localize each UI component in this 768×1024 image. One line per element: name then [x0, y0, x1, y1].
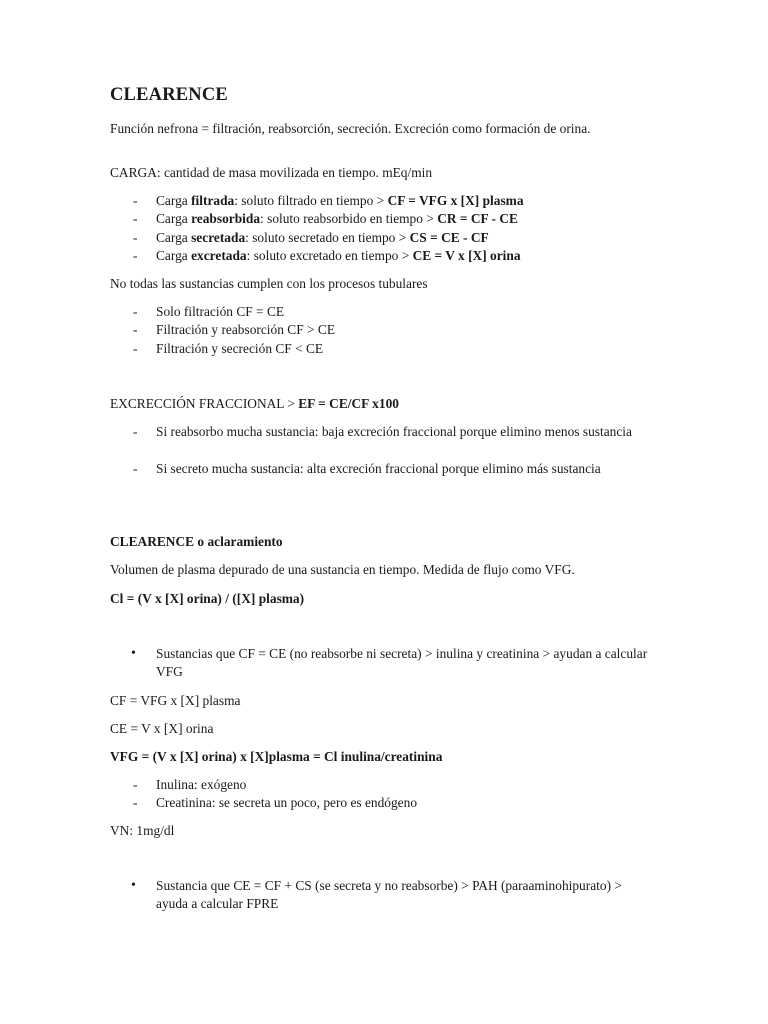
bullet-pah: Sustancia que CE = CF + CS (se secreta y no reabsorbe) > PAH (paraaminohipurato) > ayuda a calcular FPRE — [156, 878, 622, 911]
item-keyword: excretada — [191, 248, 247, 263]
item-prefix: Carga — [156, 211, 192, 226]
item-prefix: Carga — [156, 230, 192, 245]
item-text: : soluto excretado en tiempo > — [246, 248, 413, 263]
item-formula: CR = CF - CE — [437, 211, 518, 226]
item-keyword: filtrada — [191, 193, 235, 208]
carga-item-filtrada — [156, 192, 656, 210]
cl-formula-text: Cl = (V x [X] orina) / ([X] plasma) — [110, 591, 305, 606]
item-formula: CE = V x [X] orina — [412, 248, 521, 263]
intro-paragraph: Función nefrona = filtración, reabsorción, secreción. Excreción como formación de orina. — [110, 121, 591, 136]
vfg-formula — [110, 748, 650, 766]
bullet-dot: • — [131, 646, 136, 661]
vfg-formula-text: VFG = (V x [X] orina) x [X]plasma = Cl inulina/creatinina — [110, 749, 443, 764]
excrecion-fraccional — [110, 395, 650, 413]
clearence-heading — [110, 533, 650, 551]
cf-line: CF = VFG x [X] plasma — [110, 693, 241, 708]
list-dash: - — [133, 795, 138, 810]
list-dash: - — [133, 304, 138, 319]
excrecion-item: Si secreto mucha sustancia: alta excreción fraccional porque elimino más sustancia — [156, 461, 601, 476]
proceso-item: Solo filtración CF = CE — [156, 304, 285, 319]
list-dash: - — [133, 230, 138, 245]
item-text: : soluto filtrado en tiempo > — [234, 193, 388, 208]
list-dash: - — [133, 341, 138, 356]
list-dash: - — [133, 424, 138, 439]
proceso-item: Filtración y secreción CF < CE — [156, 341, 324, 356]
carga-item-secretada — [156, 229, 656, 247]
excrecion-label: EXCRECCIÓN FRACCIONAL > — [110, 396, 299, 411]
carga-definition: CARGA: cantidad de masa movilizada en tiempo. mEq/min — [110, 165, 433, 180]
list-dash: - — [133, 322, 138, 337]
item-prefix: Carga — [156, 193, 192, 208]
bullet-dot: • — [131, 878, 136, 893]
list-dash: - — [133, 211, 138, 226]
item-keyword: reabsorbida — [191, 211, 261, 226]
list-dash: - — [133, 248, 138, 263]
list-dash: - — [133, 777, 138, 792]
carga-item-excretada — [156, 247, 656, 265]
excrecion-item: Si reabsorbo mucha sustancia: baja excreción fraccional porque elimino menos sustancia — [156, 424, 632, 439]
valor-normal: VN: 1mg/dl — [110, 823, 175, 838]
carga-item-reabsorbida — [156, 210, 656, 228]
page-title: CLEARENCE — [110, 85, 228, 105]
ce-line: CE = V x [X] orina — [110, 721, 214, 736]
bullet-inulina-creatinina: Sustancias que CF = CE (no reabsorbe ni secreta) > inulina y creatinina > ayudan a calcular VFG — [156, 646, 648, 679]
marker-item: Creatinina: se secreta un poco, pero es endógeno — [156, 795, 418, 810]
item-formula: CF = VFG x [X] plasma — [387, 193, 524, 208]
list-dash: - — [133, 193, 138, 208]
clearence-heading-text: CLEARENCE o aclaramiento — [110, 534, 283, 549]
excrecion-formula: EF = CE/CF x100 — [298, 396, 399, 411]
item-text: : soluto reabsorbido en tiempo > — [260, 211, 438, 226]
item-prefix: Carga — [156, 248, 192, 263]
item-keyword: secretada — [191, 230, 246, 245]
volumen-paragraph: Volumen de plasma depurado de una sustancia en tiempo. Medida de flujo como VFG. — [110, 562, 575, 577]
item-formula: CS = CE - CF — [409, 230, 489, 245]
item-text: : soluto secretado en tiempo > — [245, 230, 410, 245]
no-todas-paragraph: No todas las sustancias cumplen con los procesos tubulares — [110, 276, 428, 291]
cl-formula — [110, 590, 650, 608]
list-dash: - — [133, 461, 138, 476]
proceso-item: Filtración y reabsorción CF > CE — [156, 322, 336, 337]
marker-item: Inulina: exógeno — [156, 777, 247, 792]
